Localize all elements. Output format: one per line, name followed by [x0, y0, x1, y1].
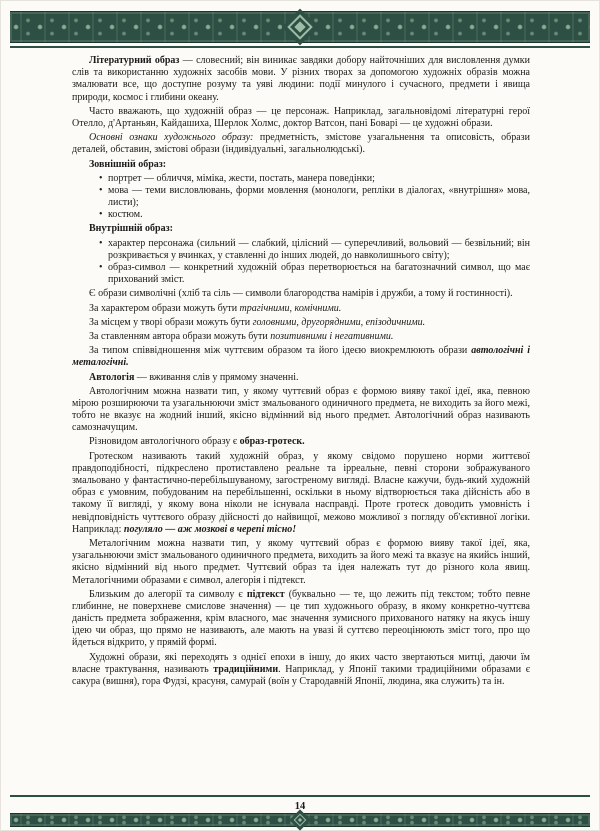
ornament-diamond-icon [287, 14, 312, 39]
text-run: традиційними [213, 663, 279, 675]
paragraph [72, 223, 530, 235]
text-run: трагічними, комічними. [239, 302, 342, 314]
text-run: Різновидом автологічного образу є [89, 436, 240, 448]
text-run: За типом співвідношення між чуттєвим образом та його ідеєю виокремлюють образи [89, 345, 472, 357]
text-run: Літературний образ [89, 55, 180, 66]
paragraph [72, 372, 530, 384]
text-content [72, 55, 530, 792]
text-run: . Наприклад, у Японії такими традиційними образами є сакура (вишня), гора Фудзі, красуня, самурай (воїн у Стародавній Японії, людина, яка служить) та ін. [72, 663, 530, 687]
paragraph [72, 589, 530, 650]
top-rule [10, 46, 590, 48]
text-run: За ставленням автора образи можуть бути [89, 330, 271, 342]
text-run: портрет — обличчя, міміка, жести, постать, манера поведінки; [108, 172, 375, 184]
text-run: Зовнішній образ: [89, 158, 167, 170]
text-run: За характером образи можуть бути [89, 302, 240, 314]
text-run: Автологія [89, 371, 135, 383]
bullet-list [72, 173, 530, 222]
text-run: автологічні і металогічні. [72, 345, 530, 369]
paragraph [72, 386, 530, 435]
text-run: Внутрішній образ: [89, 223, 173, 235]
paragraph [72, 652, 530, 689]
text-run: Є образи символічні (хліб та сіль — символи благородства намірів і дружби, а тому й гостинності). [89, 288, 513, 300]
text-run: — словесний; він виникає завдяки добору найточніших для висловлення думки слів та використанню художніх засобів мови. У різних творах за допомогою художніх образів можна змалювати все, що доступне розуму та уяві людини: події минулого і сучасного, предмети і явища природи, космос і глибини океану. [72, 55, 530, 103]
text-run: Художні образи, які переходять з однієї епохи в іншу, до яких часто звертаються митці, даючи їм власне трактування, називають [72, 651, 530, 675]
text-run: характер персонажа (сильний — слабкий, цілісний — суперечливий, вольовий — безвільний; він розкривається у вчинках, у ставленні до інших людей, до навколишнього світу); [108, 237, 530, 261]
ornament-diamond-icon [294, 814, 307, 827]
text-run: головними, другорядними, епізодичними. [252, 316, 426, 328]
text-run: Близьким до алегорії та символу є [89, 588, 247, 600]
paragraph [72, 451, 530, 536]
bullet-item [99, 209, 530, 221]
bullet-item [99, 173, 530, 185]
text-run: Основні ознаки художнього образу: [89, 132, 254, 144]
bullet-item [99, 238, 530, 262]
text-run: костюм. [108, 209, 143, 221]
text-run: Металогічним можна назвати тип, у якому чуттєвий образ є формою вияву такої ідеї, яка, узагальнюючи зміст змальованого одиничного предмета, виходить за його межі та вказує на якийсь інший, якісно відмінний від нього предмет. Чуттєвий образ та ідея належать тут до різного кола явищ. Металогічними образами є символ, алегорія і підтекст. [72, 537, 530, 586]
paragraph [72, 159, 530, 171]
bullet-list [72, 238, 530, 287]
text-run: мова — теми висловлювань, форми мовлення (монологи, репліки в діалогах, «внутрішня» мова, листи); [108, 184, 530, 209]
text-run: образ-символ — конкретний художній образ перетворюється на багатозначний символ, що має прихований зміст. [108, 262, 530, 286]
bottom-rule [10, 795, 590, 797]
paragraph [72, 132, 530, 156]
text-run: предметність, змістове узагальнення та описовість, образи деталей, обставин, змістові образи (індивідуальні, загальнолюдські). [72, 132, 530, 156]
text-run: Гротеском називають такий художній образ, у якому свідомо порушено норми життєвої правдоподібності, підкреслено протиставлено реальне та ірреальне, певні сторони зображуваного змальовано у фантастично-перебільшуваному, загостреному вигляді. Власне кажучи, будь-який художній образ є умовним, побудованим на перебільшенні, оскільки в ньому відтворюється така дійсність або в такому її вигляді, у якому вона ніколи не існувала насправді. Проте гротеск доводить умовність і невідповідність чуттєвого образу дійсності до найвищої, межово можливої з погляду об'єктивної логіки. Наприклад: [72, 450, 530, 535]
paragraph [72, 303, 530, 315]
paragraph [72, 436, 530, 448]
paragraph [72, 106, 530, 130]
paragraph [72, 288, 530, 300]
text-run: За місцем у творі образи можуть бути [89, 316, 253, 328]
text-run: (буквально — те, що лежить під текстом; тобто певне глибинне, не поверхневе смислове значення) — це тип художнього образу, в якому конкретно-чуттєва даність предмета зображення, крім власного, має значення зумисного прихованого натяку на якусь іншу ідею чи образ, що прямо не називають, але мають на увазі й суттєво переоцінюють зміст того, про що йдеться відкрито, у прямій формі. [72, 588, 530, 649]
bottom-ornament-band [10, 813, 590, 827]
top-ornament-band [10, 11, 590, 43]
paragraph [72, 331, 530, 343]
page-number: 14 [294, 801, 306, 812]
text-run: погуляло — аж мозкові в черепі тісно! [123, 523, 297, 535]
text-run: — вживання слів у прямому значенні. [134, 371, 299, 383]
text-run: позитивними і негативними. [270, 330, 394, 342]
text-run: образ-гротеск. [239, 436, 305, 448]
paragraph [72, 55, 530, 104]
bullet-item [99, 185, 530, 209]
bullet-item [99, 262, 530, 286]
text-run: підтекст [246, 588, 285, 600]
text-run: Часто вважають, що художній образ — це персонаж. Наприклад, загальновідомі літературні герої Отелло, д'Артаньян, Кайдашиха, Шерлок Холмс, доктор Ватсон, пані Боварі — це художні образи. [72, 105, 530, 129]
text-run: Автологічним можна назвати тип, у якому чуттєвий образ є формою вияву такої ідеї, яка, певною мірою розширюючи та узагальнюючи зміст змальованого одиничного предмета, не виходить за його межі, тобто не вказує на жодний інший, якісно відмінний від нього предмет. Автологічний образ називають самозначущим. [72, 385, 530, 434]
paragraph [72, 345, 530, 369]
paragraph [72, 538, 530, 587]
paragraph [72, 317, 530, 329]
